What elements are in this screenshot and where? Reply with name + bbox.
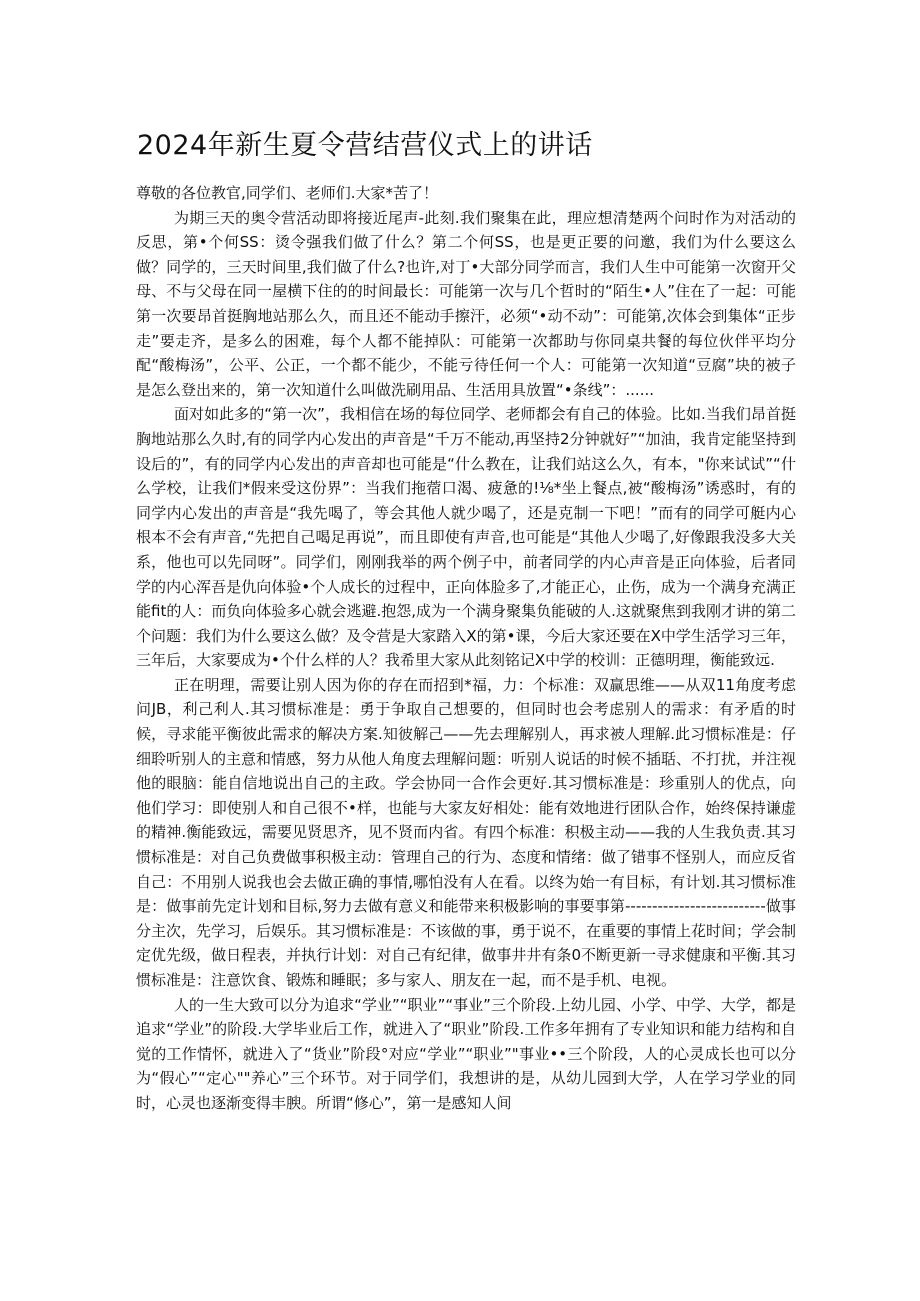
document-body [136, 181, 796, 1116]
salutation-paragraph: 尊敬的各位教官,同学们、老师们.大家*苦了！ [136, 184, 439, 202]
body-paragraph-1: 为期三天的奥令营活动即将接近尾声-此刻.我们聚集在此，理应想清楚两个问时作为对活动的反思，第•个何SS：烫令强我们做了什么？第二个何SS，也是更正要的问邀，我们为什么要这么做？同学的，三天时间里,我们做了什么?也许,对丁•大部分同学而言，我们人生中可能第一次窗开父母、不与父母在同一屋横下住的的时间最长：可能第一次与几个哲时的“陌生•人”住在了一起：可能第一次要昂首挺胸地站那么久，而且还不能动手擦汗，必须“•动不动”：可能第,次体会到集体“正步走”要走齐，是多么的困难，每个人都不能掉队：可能第一次都助与你同桌共餐的每位伙伴平均分配“酸梅汤”，公平、公正，一个都不能少，不能亏待任何一个人：可能第一次知道“豆腐”块的被子是怎么登出来的，第一次知道什么叫做洗刷用品、生活用具放置“•条线”：...... [136, 208, 796, 399]
body-paragraph-4: 人的一生大致可以分为追求“学业”“职业”“事业”三个阶段.上幼儿园、小学、中学、大学，都是追求“学业”的阶段.大学毕业后工作，就进入了“职业”阶段.工作多年拥有了专业知识和能力结构和自觉的工作情怀，就进入了“货业”阶段°对应“学业”“职业”"事业••三个阶段，人的心灵成长也可以分为“假心”“定心""养心”三个环节。对于同学们，我想讲的是，从幼儿园到大学，人在学习学业的同时，心灵也逐渐变得丰腴。所谓“修心”，第一是感知人间 [136, 995, 796, 1112]
body-paragraph-2: 面对如此多的“第一次”，我相信在场的每位同学、老师都会有自己的体验。比如.当我们昂首挺胸地站那么久时,有的同学内心发出的声音是“千万不能动,再坚持2分钟就好”“加油，我肯定能坚持到设后的”，有的同学内心发出的声音却也可能是“什么教在，让我们站这么久，有本，"你来试试”“什么学校，让我们*假来受这份界”：当我们拖蓿口渴、疲惫的!⅛*坐上餐点,被“酸梅汤”诱惑时，有的同学内心发出的声音是“我先喝了，等会其他人就少喝了，还是克制一下吧！”而有的同学可艇内心根本不会有声音,“先把自己喝足再说”，而且即使有声音,也可能是“其他人少喝了,好像跟我没多大关系，他也可以先同呀”。同学们，刚刚我举的两个例子中，前者同学的内心声音是正向体验，后者同学的内心浑吾是仇向体验•个人成长的过程中，正向体脸多了,才能正心，止伤，成为一个满身充满正能fit的人：而负向体验多心就会逃避.抱怨,成为一个满身聚集负能破的人.这就聚焦到我刚才讲的第二个问题：我们为什么要这么做？及令营是大家踏入X的第•课，今后大家还要在X中学生活学习三年，三年后，大家要成为•个什么样的人？我希里大家从此刻铭记X中学的校训：正德明理，衡能致远. [136, 405, 796, 670]
body-paragraph-3: 正在明理，需要让别人因为你的存在而招到*福，力：个标准：双赢思维——从双11角度考虑问JB，利己利人.其习惯标准是：勇于争取自己想要的，但同时也会考虑别人的需求：有矛盾的时候，寻求能平衡彼此需求的解决方案.知彼解己——先去理解别人，再求被人理解.此习惯标准是：仔细聆听别人的主意和情感，努力从他人角度去理解问题：听别人说话的时候不插聒、不打扰，并注视他的眼脑：能自信地说出自己的主政。学会协同一合作会更好.其习惯标准是：珍重别人的优点，向他们学习：即使别人和自己很不•样，也能与大家友好相处：能有效地进行团队合作，始终保持谦虚的精神.衡能致远，需要见贤思齐，见不贤而内省。有四个标准：积极主动——我的人生我负责.其习惯标准是：对自己负费做事积极主动：管理自己的行为、态度和情绪：做了错事不怪别人，而应反省自己：不用别人说我也会去做正确的事情,哪怕没有人在看。以终为始一有目标，有计划.其习惯标准是：做事前先定计划和目标,努力去做有意义和能带来积极影响的事要事第--------------------------做事分主次，先学习，后娱乐。其习惯标准是：不该做的事，勇于说不，在重要的事情上花时间；学会制定优先级，做日程表，并执行计划：对自己有纪律，做事井井有条0不断更新一寻求健康和平衡.其习惯标准是：注意饮食、锻炼和睡眠；多与家人、朋友在一起，而不是手机、电视。 [136, 675, 797, 989]
document-title: 2024年新生夏令营结营仪式上的讲话 [137, 130, 593, 161]
